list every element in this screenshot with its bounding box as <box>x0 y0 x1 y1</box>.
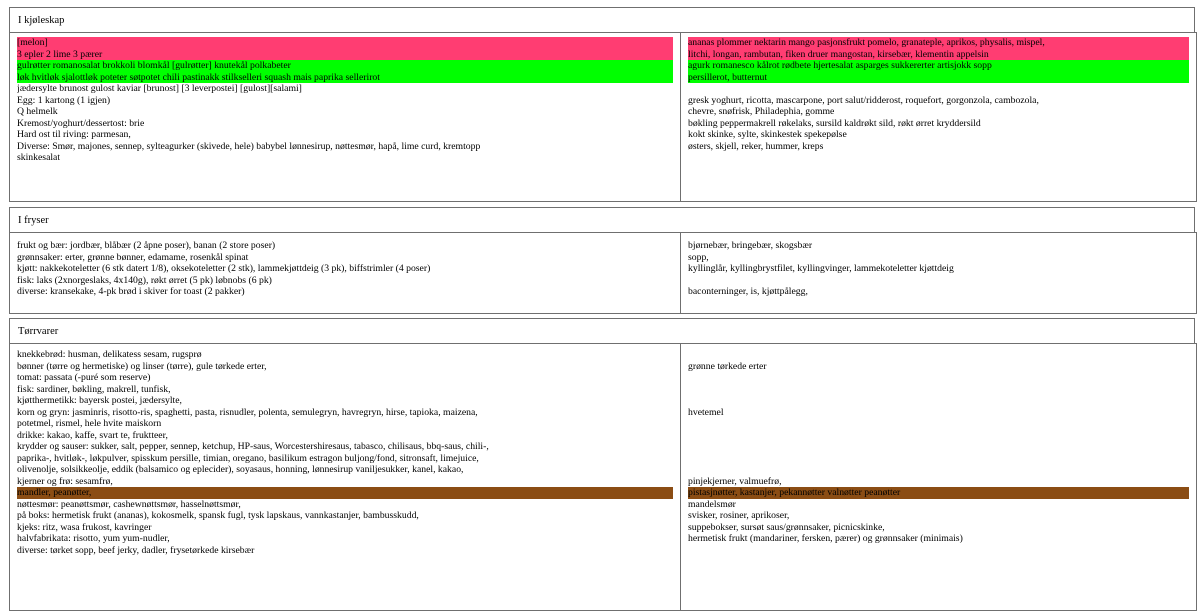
freezer-line: baconterninger, is, kjøttpålegg, <box>688 286 808 297</box>
dry-goods-line <box>688 372 1189 384</box>
dry-goods-line <box>688 349 1189 361</box>
freezer-section-title: I fryser <box>9 207 1195 233</box>
dry-goods-line <box>688 545 1189 557</box>
fridge-line: gresk yoghurt, ricotta, mascarpone, port salut/ridderost, roquefort, gorgonzola, cambozola, <box>688 94 1039 106</box>
fridge-line: Egg: 1 kartong (1 igjen) <box>17 94 111 106</box>
dry-goods-line: paprika-, hvitløk-, løkpulver, spisskum persille, timian, oregano, basilikum estragon buljong/fond, sitronsaft, limejuice, <box>17 452 479 464</box>
fridge-line: jædersylte brunost gulost kaviar [brunost] [3 leverpostei] [gulost][salami] <box>17 83 302 94</box>
dry-goods-line: mandelsmør <box>688 498 736 510</box>
fridge-line: bøkling peppermakrell røkelaks, sursild kaldrøkt sild, røkt ørret kryddersild <box>688 117 981 129</box>
dry-goods-line: nøttesmør: peanøttsmør, cashewnøttsmør, hasselnøttsmør, <box>17 498 241 510</box>
dry-goods-section-title: Tørrvarer <box>9 318 1195 344</box>
freezer-right-cell <box>681 233 1196 313</box>
dry-goods-line: diverse: tørket sopp, beef jerky, dadler, frysetørkede kirsebær <box>17 544 255 556</box>
fridge-line: østers, skjell, reker, hummer, kreps <box>688 140 824 152</box>
dry-goods-left-cell <box>10 344 681 610</box>
dry-goods-line: krydder og sauser: sukker, salt, pepper, sennep, ketchup, HP-saus, Worcestershiresaus, tabasco, chilisaus, bbq-saus, chili-, <box>17 441 489 452</box>
dry-goods-line: fisk: sardiner, bøkling, makrell, tunfisk, <box>17 383 171 395</box>
dry-goods-line: kjeks: ritz, wasa frukost, kavringer <box>17 521 152 533</box>
dry-goods-line: drikke: kakao, kaffe, svart te, fruktteer, <box>17 429 168 441</box>
freezer-line: frukt og bær: jordbær, blåbær (2 åpne poser), banan (2 store poser) <box>17 240 276 251</box>
dry-goods-line <box>688 418 1189 430</box>
freezer-line: diverse: kransekake, 4-pk brød i skiver for toast (2 pakker) <box>17 286 245 297</box>
freezer-line: bjørnebær, bringebær, skogsbær <box>688 240 813 251</box>
fridge-line: [melon] <box>17 37 673 49</box>
dry-goods-line: bønner (tørre og hermetiske) og linser (tørre), gule tørkede erter, <box>17 360 267 372</box>
fridge-line: kokt skinke, sylte, skinkestek spekepølse <box>688 129 847 140</box>
dry-goods-line: knekkebrød: husman, delikatess sesam, rugsprø <box>17 349 202 360</box>
dry-goods-line: korn og gryn: jasminris, risotto-ris, spaghetti, pasta, risnudler, polenta, semulegryn, havregryn, hirse, tapioka, maizena, <box>17 406 478 418</box>
freezer-line: sopp, <box>688 251 709 263</box>
fridge-line: Kremost/yoghurt/dessertost: brie <box>17 117 145 129</box>
dry-goods-line: svisker, rosiner, aprikoser, <box>688 510 790 521</box>
freezer-line: kjøtt: nakkekoteletter (6 stk datert 1/8), oksekoteletter (2 stk), lammekjøttdeig (3 pk), biffstrimler (4 poser) <box>17 263 431 274</box>
dry-goods-line: tomat: passata (-puré som reserve) <box>17 372 151 383</box>
dry-goods-line: olivenolje, solsikkeolje, eddik (balsamico og eplecider), soyasaus, honning, lønnesirup vaniljesukker, kanel, kakao, <box>17 464 464 475</box>
dry-goods-line: grønne tørkede erter <box>688 360 767 372</box>
fridge-right-cell <box>681 33 1196 201</box>
dry-goods-line <box>688 464 1189 476</box>
fridge-table <box>9 32 1197 202</box>
dry-goods-line: kjøtthermetikk: bayersk postei, jædersylte, <box>17 395 182 406</box>
dry-goods-line: pistasjnøtter, kastanjer, pekannøtter valnøtter peanøtter <box>688 487 1189 499</box>
freezer-left-cell <box>10 233 681 313</box>
freezer-table <box>9 232 1197 314</box>
fridge-line: Q helmelk <box>17 106 58 117</box>
dry-goods-line: hvetemel <box>688 406 724 418</box>
freezer-line: grønnsaker: erter, grønne bønner, edamame, rosenkål spinat <box>17 251 249 263</box>
dry-goods-line: suppebokser, sursøt saus/grønnsaker, picnicskinke, <box>688 521 885 533</box>
freezer-line: kyllinglår, kyllingbrystfilet, kyllingvinger, lammekoteletter kjøttdeig <box>688 263 954 274</box>
fridge-line: ananas plommer nektarin mango pasjonsfrukt pomelo, granateple, aprikos, physalis, mispel, <box>688 37 1189 49</box>
document-page <box>9 7 1197 611</box>
dry-goods-line: kjerner og frø: sesamfrø, <box>17 475 113 487</box>
dry-goods-line: på boks: hermetisk frukt (ananas), kokosmelk, spansk fugl, tysk lapskaus, vannkastanjer, bambusskudd, <box>17 510 419 521</box>
freezer-line <box>688 275 1189 287</box>
dry-goods-line <box>688 395 1189 407</box>
dry-goods-line <box>688 384 1189 396</box>
dry-goods-line <box>688 453 1189 465</box>
fridge-line: løk hvitløk sjalottløk poteter søtpotet chili pastinakk stilkselleri squash mais paprika sellerirot <box>17 72 673 84</box>
dry-goods-line: hermetisk frukt (mandariner, fersken, pærer) og grønnsaker (minimais) <box>688 533 963 544</box>
dry-goods-line: pinjekjerner, valmuefrø, <box>688 475 782 487</box>
dry-goods-line: mandler, peanøtter, <box>17 487 673 499</box>
fridge-line: Hard ost til riving: parmesan, <box>17 129 131 140</box>
dry-goods-line <box>688 441 1189 453</box>
fridge-line: chevre, snøfrisk, Philadephia, gomme <box>688 106 835 117</box>
dry-goods-right-cell <box>681 344 1196 610</box>
fridge-line: skinkesalat <box>17 152 61 163</box>
fridge-line: persillerot, butternut <box>688 72 1189 84</box>
fridge-left-cell <box>10 33 681 201</box>
freezer-line: fisk: laks (2xnorgeslaks, 4x140g), røkt ørret (5 pk) løbnobs (6 pk) <box>17 274 272 286</box>
fridge-line <box>688 83 1189 95</box>
fridge-line: Diverse: Smør, majones, sennep, sylteagurker (skivede, hele) babybel lønnesirup, nøttesmør, hapå, lime curd, kremtopp <box>17 140 481 152</box>
fridge-line: agurk romanesco kålrot rødbete hjertesalat asparges sukkererter artisjokk sopp <box>688 60 1189 72</box>
fridge-line: 3 epler 2 lime 3 pærer <box>17 49 673 61</box>
fridge-line: litchi, longan, rambutan, fiken druer mangostan, kirsebær, klementin appelsin <box>688 49 1189 61</box>
fridge-line: gulrøtter romanosalat brokkoli blomkål [gulrøtter] knutekål polkabeter <box>17 60 673 72</box>
dry-goods-line <box>688 430 1189 442</box>
fridge-section-title: I kjøleskap <box>9 7 1195 33</box>
dry-goods-table <box>9 343 1197 611</box>
dry-goods-line: potetmel, rismel, hele hvite maiskorn <box>17 418 162 429</box>
dry-goods-line: halvfabrikata: risotto, yum yum-nudler, <box>17 533 170 544</box>
